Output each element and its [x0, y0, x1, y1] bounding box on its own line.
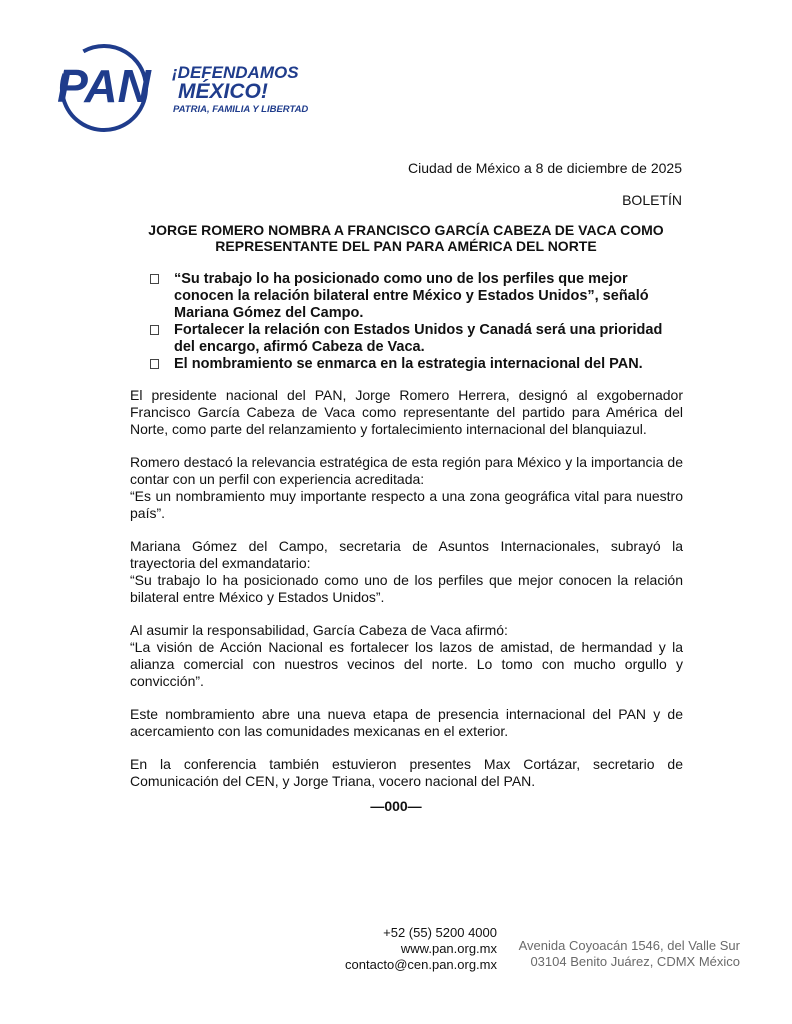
end-mark: —000—	[370, 798, 422, 814]
list-item	[150, 356, 683, 373]
logo-text: PAN	[57, 60, 151, 112]
slogan-line-3: PATRIA, FAMILIA Y LIBERTAD	[173, 104, 309, 115]
paragraph: En la conferencia también estuvieron presentes Max Cortázar, secretario de Comunicación del CEN, y Jorge Triana, vocero nacional del PAN.	[130, 756, 683, 789]
list-item	[150, 271, 683, 322]
paragraph: Al asumir la responsabilidad, García Cabeza de Vaca afirmó: “La visión de Acción Nacional es fortalecer los lazos de amistad, de hermandad y la alianza comercial con nuestros vecinos del norte. Lo tomo con mucho orgullo y convicción”.	[130, 622, 683, 689]
pan-logo	[48, 42, 309, 134]
footer-address	[519, 938, 740, 970]
bullet-box-icon	[150, 325, 159, 335]
paragraph: Romero destacó la relevancia estratégica de esta región para México y la importancia de contar con un perfil con experiencia acreditada: “Es un nombramiento muy importante respecto a una zona geográfica vital para nuestro país”.	[130, 454, 683, 521]
address-line-2: 03104 Benito Juárez, CDMX México	[530, 954, 740, 969]
article-body	[130, 387, 683, 806]
bullet-box-icon	[150, 359, 159, 369]
footer-contact	[345, 925, 497, 973]
paragraph: Mariana Gómez del Campo, secretaria de Asuntos Internacionales, subrayó la trayectoria del exmandatario: “Su trabajo lo ha posicionado como uno de los perfiles que mejor conocen la relación bilateral entre México y Estados Unidos”.	[130, 538, 683, 605]
footer-phone: +52 (55) 5200 4000	[383, 925, 497, 940]
bullet-text: Fortalecer la relación con Estados Unidos y Canadá será una prioridad del encargo, afirmó Cabeza de Vaca.	[174, 322, 663, 355]
footer-email[interactable]: contacto@cen.pan.org.mx	[345, 957, 497, 972]
bullet-text: El nombramiento se enmarca en la estrategia internacional del PAN.	[174, 356, 643, 372]
paragraph: Este nombramiento abre una nueva etapa de presencia internacional del PAN y de acercamiento con las comunidades mexicanas en el exterior.	[130, 706, 683, 739]
doc-type: BOLETÍN	[622, 192, 682, 208]
slogan-line-2: MÉXICO!	[178, 80, 268, 103]
list-item	[150, 322, 683, 356]
address-line-1: Avenida Coyoacán 1546, del Valle Sur	[518, 938, 740, 953]
footer-website[interactable]: www.pan.org.mx	[400, 941, 497, 956]
slogan-line-1: ¡DEFENDAMOS	[172, 63, 299, 82]
bullet-box-icon	[150, 274, 159, 284]
highlights-list	[150, 271, 683, 373]
date-line: Ciudad de México a 8 de diciembre de 2025	[408, 160, 682, 176]
bullet-text: “Su trabajo lo ha posicionado como uno de los perfiles que mejor conocen la relación bilateral entre México y Estados Unidos”, señaló Mariana Gómez del Campo.	[174, 271, 649, 321]
paragraph: El presidente nacional del PAN, Jorge Romero Herrera, designó al exgobernador Francisco García Cabeza de Vaca como representante del partido para América del Norte, como parte del relanzamiento y fortalecimiento internacional del blanquiazul.	[130, 387, 683, 437]
page-title: JORGE ROMERO NOMBRA A FRANCISCO GARCÍA CABEZA DE VACA COMO REPRESENTANTE DEL PAN PARA AMÉRICA DEL NORTE	[148, 222, 664, 254]
